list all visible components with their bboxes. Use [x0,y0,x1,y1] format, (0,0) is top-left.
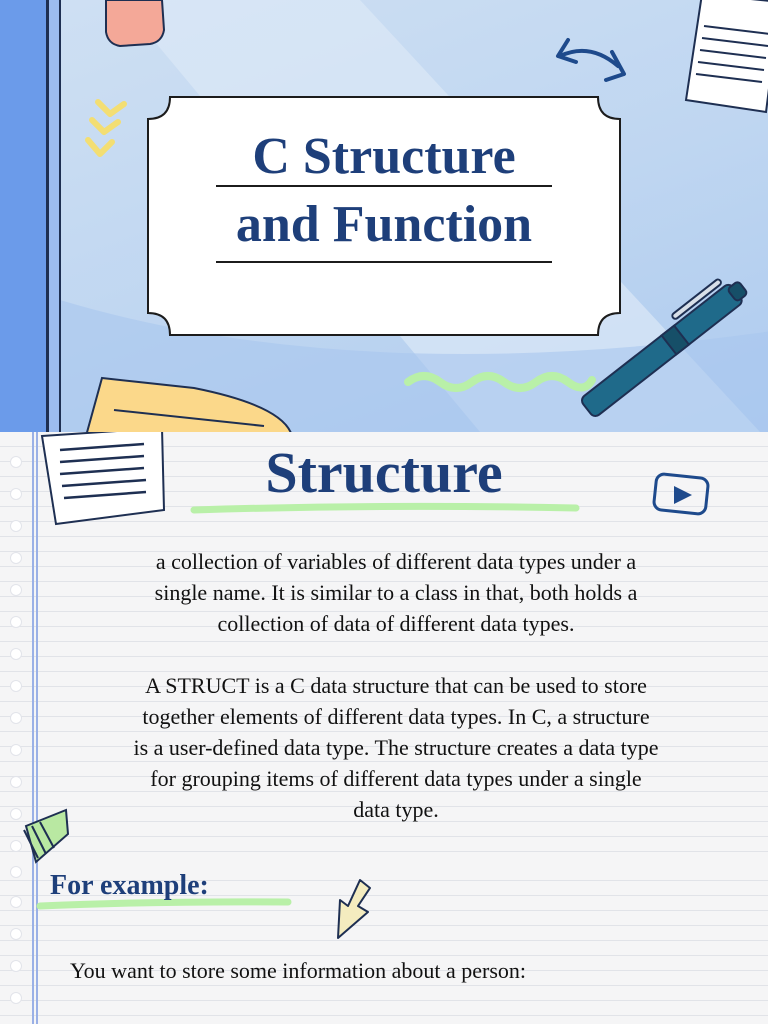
title-underline-1 [216,185,552,187]
text-line: single name. It is similar to a class in that, both holds a [154,580,638,605]
text-line: for grouping items of different data types under a single [150,766,642,791]
notebook-hole [10,712,22,724]
arrow-down-icon [330,876,382,942]
cover-slide [0,0,768,432]
notebook-hole [10,776,22,788]
cover-title-line2: and Function [235,196,533,253]
notebook-hole [10,616,22,628]
text-line: together elements of different data types. In C, a structure [142,704,650,729]
text-line: A STRUCT is a C data structure that can be used to store [145,673,647,698]
notebook-hole [10,552,22,564]
notebook-hole [10,648,22,660]
example-heading: For example: [50,870,209,901]
notebook-hole [10,520,22,532]
margin-line [32,866,34,1024]
notebook-hole [10,992,22,1004]
notebook-hole [10,680,22,692]
text-line: collection of data of different data types. [217,611,575,636]
binder-strip-inner [49,0,61,432]
structure-heading: Structure [265,440,503,505]
title-underline-2 [216,261,552,263]
notebook-hole [10,866,22,878]
swap-arrows-icon [550,34,634,88]
margin-line-inner [36,866,38,1024]
chevrons-icon [84,96,130,166]
binder-strip [0,0,49,432]
leaf-icon [18,804,74,864]
folder-icon [84,376,294,432]
title-card [146,95,622,337]
structure-definition [80,546,712,639]
notebook-hole [10,960,22,972]
cover-title-line1: C Structure [252,128,516,185]
notebook-hole [10,744,22,756]
example-text: You want to store some information about a person: [70,958,527,983]
text-line: is a user-defined data type. The structure creates a data type [133,735,659,760]
text-line: a collection of variables of different data types under a [155,549,637,574]
paper-icon [684,0,768,115]
text-line: data type. [353,797,439,822]
notebook-hole [10,584,22,596]
eraser-icon [100,0,170,48]
notebook-hole [10,896,22,908]
notebook-hole [10,928,22,940]
structure-description [80,670,712,825]
pen-icon [560,262,768,432]
